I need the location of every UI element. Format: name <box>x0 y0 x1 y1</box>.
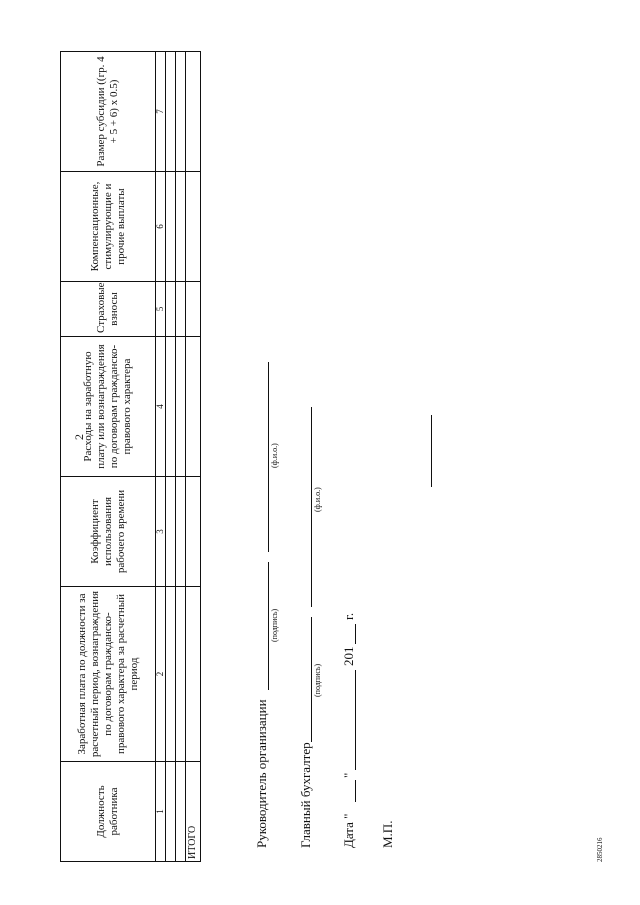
subsidy-table <box>60 51 201 862</box>
column-number: 3 <box>156 477 166 587</box>
table-cell <box>166 52 176 172</box>
table-cell <box>186 477 201 587</box>
column-number: 2 <box>156 587 166 762</box>
table-cell <box>166 172 176 282</box>
table-cell <box>176 337 186 477</box>
table-cell <box>176 587 186 762</box>
table-cell <box>166 337 176 477</box>
total-row <box>186 52 201 862</box>
head-signature-line <box>268 562 269 690</box>
table-cell <box>176 477 186 587</box>
table-row <box>176 52 186 862</box>
total-label: ИТОГО <box>186 762 201 862</box>
table-cell <box>166 762 176 862</box>
table-cell <box>166 477 176 587</box>
table-row <box>166 52 176 862</box>
head-name-caption: (ф.и.о.) <box>270 443 279 468</box>
date-day-line <box>355 780 356 802</box>
accountant-name-caption: (ф.и.о.) <box>313 487 322 512</box>
table-cell <box>186 52 201 172</box>
date-label: Дата " <box>341 813 356 848</box>
document-code: 2850216 <box>596 837 604 862</box>
date-year-prefix: 201 <box>341 646 356 666</box>
accountant-label: Главный бухгалтер <box>298 742 313 848</box>
column-number: 6 <box>156 172 166 282</box>
table-cell <box>186 172 201 282</box>
accountant-name-line <box>311 407 312 607</box>
head-name-line <box>268 362 269 552</box>
column-number: 5 <box>156 282 166 337</box>
table-cell <box>176 762 186 862</box>
header-cell: Компенсационные, стимулирующие и прочие выплаты <box>61 172 156 282</box>
table-cell <box>186 587 201 762</box>
table-cell <box>166 282 176 337</box>
head-signature-caption: (подпись) <box>270 608 279 642</box>
accountant-signature-line <box>311 617 312 742</box>
table-cell <box>176 172 186 282</box>
head-label: Руководитель организации <box>254 699 269 848</box>
column-number: 1 <box>156 762 166 862</box>
header-cell: Коэффициент использования рабочего времени <box>61 477 156 587</box>
date-suffix: г. <box>341 612 356 620</box>
table-cell <box>186 337 201 477</box>
rotated-page <box>0 12 604 862</box>
stamp-line <box>431 415 432 487</box>
table-cell <box>186 282 201 337</box>
table-cell <box>176 282 186 337</box>
column-number: 7 <box>156 52 166 172</box>
header-cell: Заработная плата по должности за расчетный период, вознаграждения по договорам гражданско-правового характера за расчетный период <box>61 587 156 762</box>
table-cell <box>166 587 176 762</box>
header-cell: Расходы на заработную плату или вознаграждения по договорам гражданско-правового характера <box>61 337 156 477</box>
column-number: 4 <box>156 337 166 477</box>
header-cell: Должность работника <box>61 762 156 862</box>
page-number: 2 <box>72 434 86 440</box>
date-month-line <box>355 670 356 770</box>
table-cell <box>176 52 186 172</box>
header-cell: Страховые взносы <box>61 282 156 337</box>
date-quote: " <box>341 772 356 778</box>
date-year-line <box>355 624 356 644</box>
header-cell: Размер субсидии ((гр. 4 + 5 + 6) х 0.5) <box>61 52 156 172</box>
column-number-row <box>156 52 166 862</box>
table-header-row <box>61 52 156 862</box>
accountant-signature-caption: (подпись) <box>313 663 322 697</box>
stamp-label: М.П. <box>380 820 395 848</box>
